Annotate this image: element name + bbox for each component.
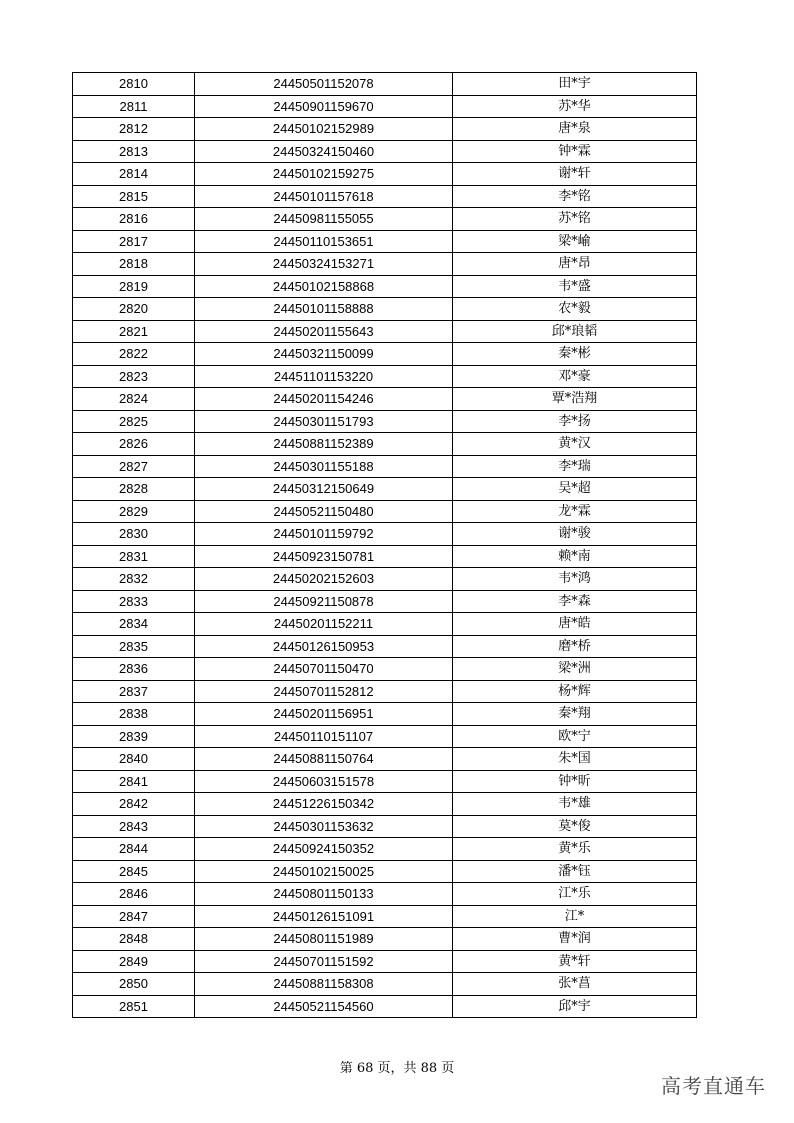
row-exam-number-cell: 24450603151578 bbox=[195, 770, 453, 793]
row-name-cell: 吴*超 bbox=[453, 478, 697, 501]
row-seq-cell: 2849 bbox=[73, 950, 195, 973]
row-name-cell: 邓*豪 bbox=[453, 365, 697, 388]
page-number-footer: 第 68 页，共 88 页 bbox=[339, 1061, 455, 1076]
row-seq-cell: 2834 bbox=[73, 613, 195, 636]
row-exam-number-cell: 24450801151989 bbox=[195, 928, 453, 951]
row-exam-number-cell: 24450201152211 bbox=[195, 613, 453, 636]
table-row bbox=[73, 568, 697, 591]
table-row bbox=[73, 703, 697, 726]
row-seq-cell: 2832 bbox=[73, 568, 195, 591]
row-exam-number-cell: 24450202152603 bbox=[195, 568, 453, 591]
row-exam-number-cell: 24450110153651 bbox=[195, 230, 453, 253]
table-row bbox=[73, 770, 697, 793]
row-name-cell: 梁*洲 bbox=[453, 658, 697, 681]
table-row bbox=[73, 388, 697, 411]
row-name-cell: 韦*雄 bbox=[453, 793, 697, 816]
row-name-cell: 农*毅 bbox=[453, 298, 697, 321]
row-exam-number-cell: 24450101158888 bbox=[195, 298, 453, 321]
row-exam-number-cell: 24450102158868 bbox=[195, 275, 453, 298]
row-seq-cell: 2823 bbox=[73, 365, 195, 388]
table-row bbox=[73, 365, 697, 388]
table-row bbox=[73, 455, 697, 478]
row-name-cell: 苏*华 bbox=[453, 95, 697, 118]
row-name-cell: 张*菖 bbox=[453, 973, 697, 996]
row-seq-cell: 2822 bbox=[73, 343, 195, 366]
table-row bbox=[73, 140, 697, 163]
row-seq-cell: 2828 bbox=[73, 478, 195, 501]
row-name-cell: 潘*钰 bbox=[453, 860, 697, 883]
row-seq-cell: 2835 bbox=[73, 635, 195, 658]
row-name-cell: 苏*铭 bbox=[453, 208, 697, 231]
row-name-cell: 钟*霖 bbox=[453, 140, 697, 163]
row-seq-cell: 2813 bbox=[73, 140, 195, 163]
row-seq-cell: 2833 bbox=[73, 590, 195, 613]
table-row bbox=[73, 95, 697, 118]
table-body bbox=[73, 73, 697, 1018]
table-row bbox=[73, 793, 697, 816]
row-name-cell: 欧*宁 bbox=[453, 725, 697, 748]
table-row bbox=[73, 208, 697, 231]
table-row bbox=[73, 995, 697, 1018]
table-row bbox=[73, 118, 697, 141]
row-seq-cell: 2836 bbox=[73, 658, 195, 681]
row-exam-number-cell: 24450324153271 bbox=[195, 253, 453, 276]
row-exam-number-cell: 24450981155055 bbox=[195, 208, 453, 231]
row-seq-cell: 2841 bbox=[73, 770, 195, 793]
table-row bbox=[73, 545, 697, 568]
row-name-cell: 赖*南 bbox=[453, 545, 697, 568]
row-seq-cell: 2815 bbox=[73, 185, 195, 208]
table-row bbox=[73, 523, 697, 546]
row-exam-number-cell: 24450881152389 bbox=[195, 433, 453, 456]
row-exam-number-cell: 24450102152989 bbox=[195, 118, 453, 141]
row-seq-cell: 2819 bbox=[73, 275, 195, 298]
table-row bbox=[73, 725, 697, 748]
row-exam-number-cell: 24450201154246 bbox=[195, 388, 453, 411]
row-seq-cell: 2812 bbox=[73, 118, 195, 141]
row-exam-number-cell: 24450102150025 bbox=[195, 860, 453, 883]
row-exam-number-cell: 24450324150460 bbox=[195, 140, 453, 163]
row-seq-cell: 2816 bbox=[73, 208, 195, 231]
row-name-cell: 杨*辉 bbox=[453, 680, 697, 703]
row-name-cell: 田*宇 bbox=[453, 73, 697, 96]
row-seq-cell: 2844 bbox=[73, 838, 195, 861]
table-row bbox=[73, 838, 697, 861]
table-row bbox=[73, 73, 697, 96]
row-exam-number-cell: 24450701150470 bbox=[195, 658, 453, 681]
row-name-cell: 唐*泉 bbox=[453, 118, 697, 141]
row-name-cell: 李*瑞 bbox=[453, 455, 697, 478]
row-name-cell: 曹*润 bbox=[453, 928, 697, 951]
table-row bbox=[73, 928, 697, 951]
table-row bbox=[73, 478, 697, 501]
table-row bbox=[73, 230, 697, 253]
row-name-cell: 磨*桥 bbox=[453, 635, 697, 658]
table-row bbox=[73, 320, 697, 343]
row-exam-number-cell: 24450301153632 bbox=[195, 815, 453, 838]
row-exam-number-cell: 24450901159670 bbox=[195, 95, 453, 118]
row-exam-number-cell: 24450701152812 bbox=[195, 680, 453, 703]
row-seq-cell: 2829 bbox=[73, 500, 195, 523]
row-name-cell: 邱*宇 bbox=[453, 995, 697, 1018]
row-name-cell: 韦*盛 bbox=[453, 275, 697, 298]
row-seq-cell: 2824 bbox=[73, 388, 195, 411]
row-seq-cell: 2848 bbox=[73, 928, 195, 951]
row-name-cell: 江* bbox=[453, 905, 697, 928]
row-seq-cell: 2817 bbox=[73, 230, 195, 253]
row-name-cell: 覃*浩翔 bbox=[453, 388, 697, 411]
row-name-cell: 莫*俊 bbox=[453, 815, 697, 838]
row-exam-number-cell: 24450923150781 bbox=[195, 545, 453, 568]
row-name-cell: 黄*乐 bbox=[453, 838, 697, 861]
row-exam-number-cell: 24450110151107 bbox=[195, 725, 453, 748]
row-name-cell: 李*森 bbox=[453, 590, 697, 613]
row-exam-number-cell: 24451101153220 bbox=[195, 365, 453, 388]
row-name-cell: 江*乐 bbox=[453, 883, 697, 906]
row-exam-number-cell: 24450201156951 bbox=[195, 703, 453, 726]
table-row bbox=[73, 163, 697, 186]
row-name-cell: 龙*霖 bbox=[453, 500, 697, 523]
row-name-cell: 秦*翔 bbox=[453, 703, 697, 726]
row-seq-cell: 2839 bbox=[73, 725, 195, 748]
table-row bbox=[73, 613, 697, 636]
table-row bbox=[73, 635, 697, 658]
admission-list-table bbox=[72, 72, 697, 1018]
table-row bbox=[73, 590, 697, 613]
row-seq-cell: 2842 bbox=[73, 793, 195, 816]
row-seq-cell: 2850 bbox=[73, 973, 195, 996]
row-name-cell: 邱*琅韬 bbox=[453, 320, 697, 343]
row-seq-cell: 2821 bbox=[73, 320, 195, 343]
row-seq-cell: 2846 bbox=[73, 883, 195, 906]
row-seq-cell: 2818 bbox=[73, 253, 195, 276]
table-row bbox=[73, 500, 697, 523]
table-row bbox=[73, 905, 697, 928]
table-row bbox=[73, 658, 697, 681]
row-exam-number-cell: 24450881158308 bbox=[195, 973, 453, 996]
row-seq-cell: 2847 bbox=[73, 905, 195, 928]
row-seq-cell: 2820 bbox=[73, 298, 195, 321]
row-seq-cell: 2811 bbox=[73, 95, 195, 118]
row-exam-number-cell: 24450924150352 bbox=[195, 838, 453, 861]
watermark-logo-text: 高考直通车 bbox=[661, 1074, 766, 1098]
row-name-cell: 李*扬 bbox=[453, 410, 697, 433]
row-seq-cell: 2837 bbox=[73, 680, 195, 703]
row-seq-cell: 2845 bbox=[73, 860, 195, 883]
row-seq-cell: 2843 bbox=[73, 815, 195, 838]
table-row bbox=[73, 860, 697, 883]
row-name-cell: 黄*汉 bbox=[453, 433, 697, 456]
row-name-cell: 谢*轩 bbox=[453, 163, 697, 186]
table-row bbox=[73, 275, 697, 298]
row-exam-number-cell: 24450201155643 bbox=[195, 320, 453, 343]
table-row bbox=[73, 815, 697, 838]
row-exam-number-cell: 24450126150953 bbox=[195, 635, 453, 658]
row-seq-cell: 2838 bbox=[73, 703, 195, 726]
row-seq-cell: 2840 bbox=[73, 748, 195, 771]
row-name-cell: 唐*皓 bbox=[453, 613, 697, 636]
row-exam-number-cell: 24450101159792 bbox=[195, 523, 453, 546]
row-exam-number-cell: 24450521154560 bbox=[195, 995, 453, 1018]
row-seq-cell: 2810 bbox=[73, 73, 195, 96]
row-seq-cell: 2825 bbox=[73, 410, 195, 433]
row-exam-number-cell: 24450102159275 bbox=[195, 163, 453, 186]
table-row bbox=[73, 298, 697, 321]
row-name-cell: 朱*国 bbox=[453, 748, 697, 771]
row-seq-cell: 2814 bbox=[73, 163, 195, 186]
row-exam-number-cell: 24450881150764 bbox=[195, 748, 453, 771]
row-exam-number-cell: 24450126151091 bbox=[195, 905, 453, 928]
row-name-cell: 唐*昂 bbox=[453, 253, 697, 276]
row-name-cell: 韦*鸿 bbox=[453, 568, 697, 591]
row-exam-number-cell: 24450521150480 bbox=[195, 500, 453, 523]
table-row bbox=[73, 950, 697, 973]
row-name-cell: 谢*骏 bbox=[453, 523, 697, 546]
row-name-cell: 李*铭 bbox=[453, 185, 697, 208]
table-row bbox=[73, 253, 697, 276]
row-exam-number-cell: 24450701151592 bbox=[195, 950, 453, 973]
table-row bbox=[73, 680, 697, 703]
row-name-cell: 梁*崳 bbox=[453, 230, 697, 253]
row-exam-number-cell: 24450921150878 bbox=[195, 590, 453, 613]
row-seq-cell: 2827 bbox=[73, 455, 195, 478]
table-row bbox=[73, 410, 697, 433]
table-row bbox=[73, 748, 697, 771]
row-exam-number-cell: 24450321150099 bbox=[195, 343, 453, 366]
table-row bbox=[73, 185, 697, 208]
row-exam-number-cell: 24450501152078 bbox=[195, 73, 453, 96]
row-seq-cell: 2826 bbox=[73, 433, 195, 456]
table-row bbox=[73, 973, 697, 996]
row-exam-number-cell: 24450312150649 bbox=[195, 478, 453, 501]
table-row bbox=[73, 433, 697, 456]
row-seq-cell: 2851 bbox=[73, 995, 195, 1018]
table-row bbox=[73, 883, 697, 906]
row-exam-number-cell: 24450301151793 bbox=[195, 410, 453, 433]
row-exam-number-cell: 24450301155188 bbox=[195, 455, 453, 478]
row-seq-cell: 2830 bbox=[73, 523, 195, 546]
row-exam-number-cell: 24450801150133 bbox=[195, 883, 453, 906]
row-name-cell: 黄*轩 bbox=[453, 950, 697, 973]
row-name-cell: 秦*彬 bbox=[453, 343, 697, 366]
row-exam-number-cell: 24450101157618 bbox=[195, 185, 453, 208]
row-name-cell: 钟*昕 bbox=[453, 770, 697, 793]
table-row bbox=[73, 343, 697, 366]
row-exam-number-cell: 24451226150342 bbox=[195, 793, 453, 816]
row-seq-cell: 2831 bbox=[73, 545, 195, 568]
